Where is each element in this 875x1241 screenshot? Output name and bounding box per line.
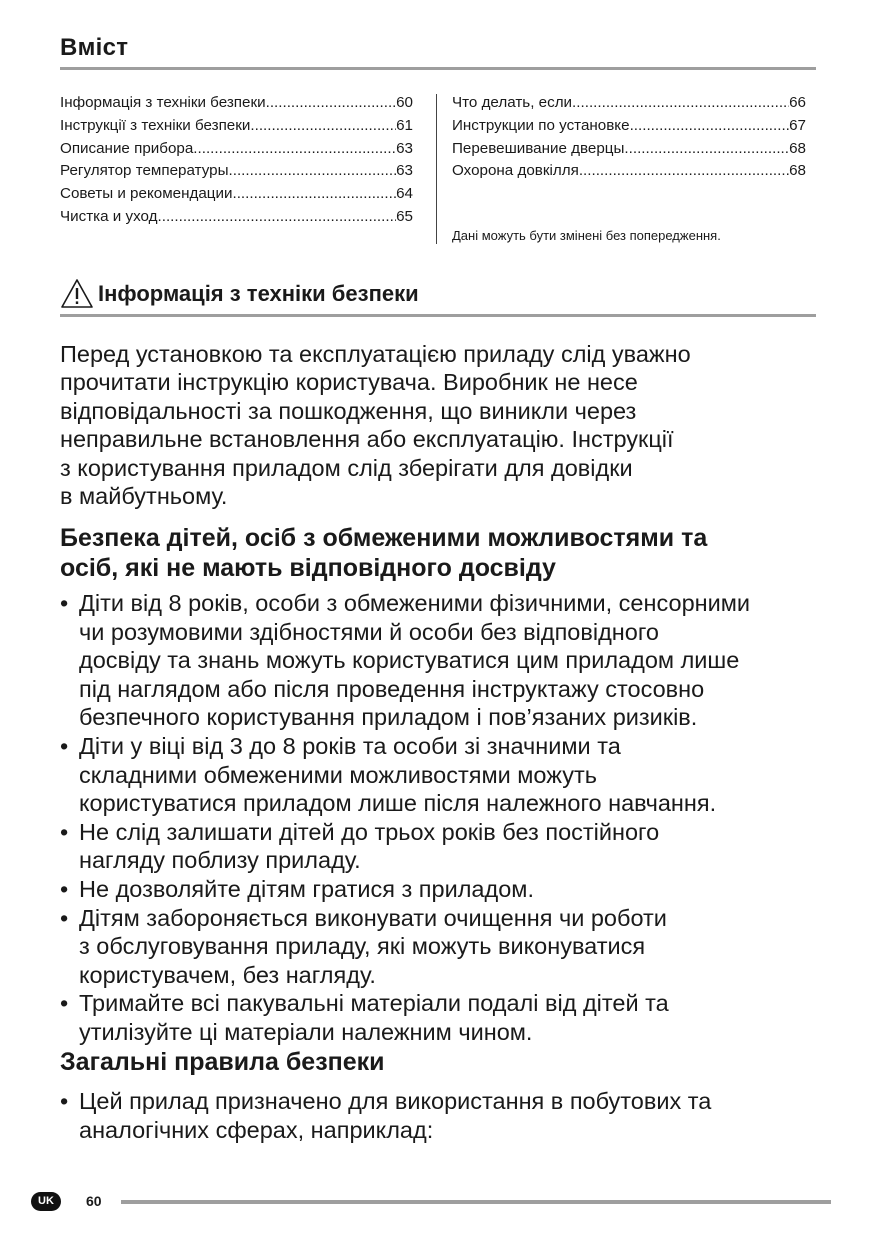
list-item — [60, 904, 830, 990]
toc-entry-page: 63 — [396, 162, 413, 180]
toc-divider — [436, 94, 437, 244]
toc-entry-page: 61 — [396, 116, 413, 134]
toc-entry-title: Описание прибора — [60, 139, 194, 157]
list-item-line: під наглядом або після проведення інструктажу стосовно — [79, 675, 705, 702]
toc-leader-dots — [624, 138, 789, 161]
toc-right-column — [452, 92, 806, 183]
list-item-line: Тримайте всі пакувальні матеріали подалі від дітей та — [79, 990, 669, 1017]
intro-line: в майбутньому. — [60, 483, 228, 510]
list-item-line: Дітям забороняється виконувати очищення чи роботи — [79, 904, 667, 931]
toc-leader-dots — [250, 115, 396, 138]
toc-entry-page: 63 — [396, 139, 413, 157]
toc-entry-title: Регулятор температуры — [60, 162, 229, 180]
list-item-line: досвіду та знань можуть користуватися цим приладом лише — [79, 647, 740, 674]
bullet-mark: • — [60, 590, 69, 616]
header-rule — [60, 67, 816, 70]
toc-entry-page: 67 — [789, 116, 806, 134]
bullet-mark: • — [60, 875, 69, 902]
general-safety-list — [60, 1087, 830, 1144]
toc-leader-dots — [158, 206, 397, 229]
toc-leader-dots — [193, 138, 396, 161]
list-item — [60, 989, 830, 1046]
intro-line: відповідальності за пошкодження, що виникли через — [60, 397, 637, 424]
page-number: 60 — [86, 1193, 102, 1209]
list-item-line: утилізуйте ці матеріали належним чином. — [79, 1018, 533, 1045]
toc-entry — [60, 115, 413, 138]
toc-entry-title: Что делать, если... — [452, 94, 585, 111]
toc-entry-title: Інформація з техніки безпеки — [60, 94, 266, 111]
toc-entry-page: 68 — [789, 139, 806, 157]
toc-entry-title: Советы и рекомендации — [60, 185, 233, 203]
toc-leader-dots — [229, 160, 397, 183]
intro-line: Перед установкою та експлуатацією приладу слід уважно — [60, 341, 691, 367]
list-item-line: Не дозволяйте дітям гратися з приладом. — [79, 875, 534, 902]
list-item-line: безпечного користування приладом і пов’язаних ризиків. — [79, 704, 698, 731]
children-safety-heading — [60, 523, 830, 583]
bullet-mark: • — [60, 990, 69, 1017]
list-item-line: з обслуговування приладу, які можуть виконуватися — [79, 933, 646, 960]
intro-line: з користування приладом слід зберігати для довідки — [60, 454, 633, 481]
toc-entry-title: Інструкції з техніки безпеки — [60, 116, 251, 134]
list-item — [60, 818, 830, 875]
toc-entry-page: 68 — [789, 162, 806, 180]
intro-paragraph — [60, 340, 820, 510]
intro-line: неправильне встановлення або експлуатацію. Інструкції — [60, 426, 674, 453]
list-item — [60, 732, 830, 818]
toc-entry-page: 64 — [396, 185, 413, 203]
list-item-line: чи розумовими здібностями й особи без відповідного — [79, 618, 659, 645]
toc-leader-dots — [266, 92, 397, 115]
section-rule — [60, 314, 816, 317]
toc-leader-dots — [585, 92, 789, 115]
heading-line: Безпека дітей, осіб з обмеженими можливостями та — [60, 524, 708, 552]
toc-entry-page: 66 — [789, 94, 806, 111]
toc-disclaimer: Дані можуть бути змінені без попередження. — [452, 228, 721, 243]
children-safety-list — [60, 589, 830, 1047]
toc-entry — [452, 115, 806, 138]
general-safety-heading: Загальні правила безпеки — [60, 1048, 385, 1076]
language-badge: UK — [31, 1192, 61, 1211]
toc-entry — [452, 138, 806, 161]
list-item-line: користувачем, без нагляду. — [79, 961, 376, 988]
bullet-mark: • — [60, 1088, 69, 1114]
toc-entry — [60, 138, 413, 161]
toc-entry-title: Инструкции по установке — [452, 116, 630, 134]
section-heading-text: Інформація з техніки безпеки — [98, 281, 419, 306]
toc-leader-dots — [579, 160, 789, 183]
intro-line: прочитати інструкцію користувача. Виробник не несе — [60, 369, 638, 396]
toc-leader-dots — [630, 115, 790, 138]
bullet-mark: • — [60, 818, 69, 845]
toc-entry — [60, 92, 413, 115]
footer-rule — [121, 1200, 831, 1204]
list-item-line: користуватися приладом лише після належного навчання. — [79, 790, 717, 817]
list-item-line: Не слід залишати дітей до трьох років без постійного — [79, 818, 660, 845]
toc-entry-title: Перевешивание дверцы — [452, 139, 625, 157]
toc-entry — [60, 183, 413, 206]
warning-triangle-icon — [60, 278, 94, 310]
list-item-line: складними обмеженими можливостями можуть — [79, 761, 597, 788]
toc-entry-title: Охорона довкілля — [452, 162, 579, 180]
list-item-line: Діти від 8 років, особи з обмеженими фізичними, сенсорними — [79, 590, 751, 616]
page-title: Вміст — [60, 34, 129, 61]
toc-entry-page: 60 — [396, 94, 413, 111]
toc-leader-dots — [232, 183, 396, 206]
list-item-line: аналогічних сферах, наприклад: — [79, 1116, 434, 1143]
list-item-line: Цей прилад призначено для використання в побутових та — [79, 1088, 712, 1114]
heading-line: осіб, які не мають відповідного досвіду — [60, 554, 556, 582]
section-heading-safety-info — [60, 278, 419, 310]
list-item-line: Діти у віці від 3 до 8 років та особи зі значними та — [79, 732, 621, 759]
toc-entry — [60, 160, 413, 183]
toc-entry — [60, 206, 413, 229]
toc-entry — [452, 160, 806, 183]
bullet-mark: • — [60, 732, 69, 759]
toc-entry-title: Чистка и уход — [60, 207, 158, 225]
list-item — [60, 875, 830, 904]
toc-left-column — [60, 92, 413, 229]
toc-entry — [452, 92, 806, 115]
list-item-line: нагляду поблизу приладу. — [79, 847, 361, 874]
list-item — [60, 589, 830, 732]
toc-entry-page: 65 — [396, 207, 413, 225]
bullet-mark: • — [60, 904, 69, 931]
list-item — [60, 1087, 830, 1144]
